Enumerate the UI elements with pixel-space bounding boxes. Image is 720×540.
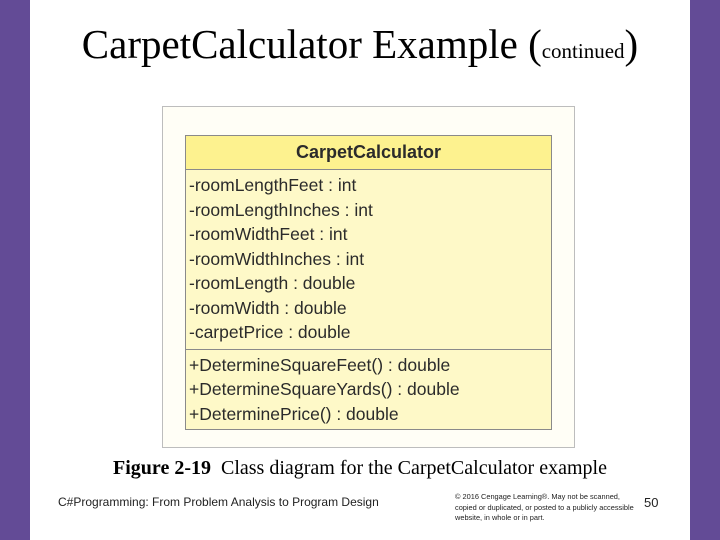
uml-attribute: -roomLength : double	[189, 273, 356, 293]
page-number: 50	[644, 495, 659, 510]
uml-attribute: -roomLengthFeet : int	[189, 175, 357, 195]
title-close-paren: )	[624, 21, 639, 67]
uml-attribute: -carpetPrice : double	[189, 322, 351, 342]
uml-method: +DetermineSquareFeet() : double	[189, 354, 451, 375]
uml-class-box	[185, 135, 552, 430]
title-continued: continued	[541, 39, 625, 63]
uml-method: +DetermineSquareYards() : double	[189, 379, 460, 399]
figure-label: Figure 2-19	[113, 457, 211, 479]
footer-copyright: © 2016 Cengage Learning®. May not be scanned, copied or duplicated, or posted to a publicly accessible website, in whole or in part.	[455, 492, 634, 522]
title-main: CarpetCalculator Example	[81, 21, 518, 67]
left-side-bar	[0, 0, 30, 540]
figure-caption-text: Class diagram for the CarpetCalculator example	[220, 457, 607, 479]
uml-attribute: -roomWidth : double	[189, 297, 347, 318]
uml-method: +DeterminePrice() : double	[189, 403, 399, 424]
footer-book-title: C#Programming: From Problem Analysis to Program Design	[58, 495, 379, 509]
right-side-bar	[690, 0, 720, 540]
uml-attributes-section	[186, 170, 551, 350]
figure-caption	[30, 457, 690, 480]
uml-class-name: CarpetCalculator	[186, 136, 551, 170]
title-open-paren: (	[528, 21, 542, 67]
uml-attribute: -roomWidthFeet : int	[189, 224, 348, 244]
uml-attribute: -roomWidthInches : int	[189, 248, 365, 269]
uml-methods-section	[186, 350, 551, 430]
uml-attribute: -roomLengthInches : int	[189, 199, 373, 220]
slide-title	[30, 21, 690, 67]
